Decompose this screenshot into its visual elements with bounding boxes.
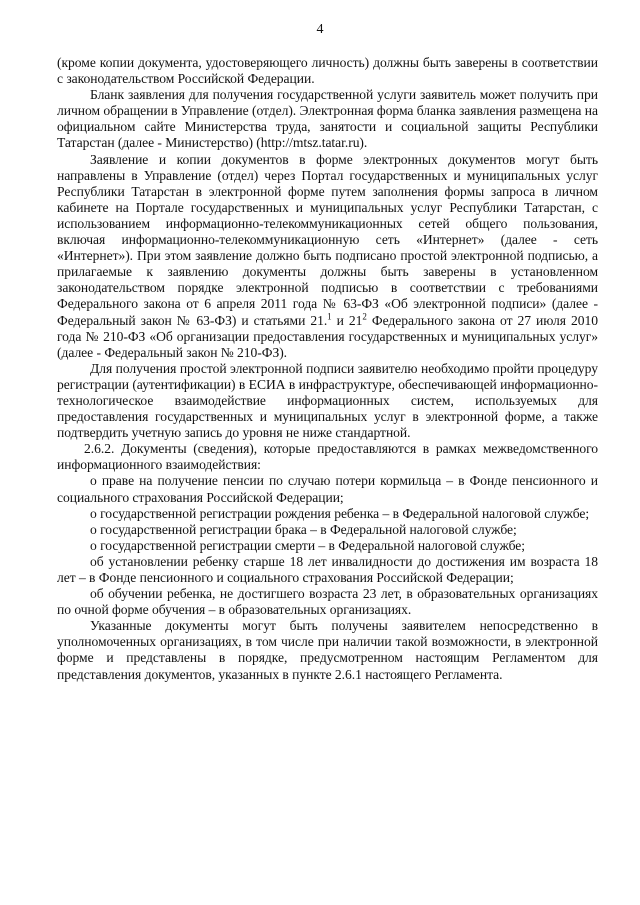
paragraph-text-part: Заявление и копии документов в форме электронных документов могут быть направлены в Управление (отдел) через Портал государственных и муниципальных услуг Республики Татарстан в электронной форме путем заполнения формы запроса в личном кабинете на Портале государственных и муниципальных услуг Республики Татарстан, с использованием информационно-телекоммуникационных сетей общего пользования, включая информационно-телекоммуникационную сеть «Интернет» (далее - сеть «Интернет»). При этом заявление должно быть подписано простой электронной подписью, а прилагаемые к заявлению документы должны быть заверены в установленном законодательством порядке электронной подписью в соответствии с требованиями Федерального закона от 6 апреля 2011 года № 63-ФЗ «Об электронной подписи» (далее - Федеральный закон № 63-ФЗ) и статьями 21. (57, 151, 598, 328)
paragraph-text-part: и 21 (331, 312, 363, 328)
list-item: о государственной регистрации смерти – в Федеральной налоговой службе; (90, 537, 526, 553)
list-item: о праве на получение пенсии по случаю потери кормильца – в Фонде пенсионного и социального страхования Российской Федерации; (57, 473, 598, 505)
list-item: о государственной регистрации брака – в Федеральной налоговой службе; (90, 521, 517, 537)
superscript-marker: 1 (327, 310, 332, 321)
paragraph-electronic-signature: Для получения простой электронной подписи заявителю необходимо пройти процедуру регистрации (аутентификации) в ЕСИА в инфраструктуре, обеспечивающей информационно-технологическое взаимодействие информационных систем, используемых для предоставления государственных и муниципальных услуг в электронной форме, а также подтвердить учетную запись до уровня не ниже стандартной. (57, 360, 598, 441)
list-item: об установлении ребенку старше 18 лет инвалидности до достижения им возраста 18 лет – в Фонде пенсионного и социального страхования Российской Федерации; (57, 553, 598, 585)
paragraph-electronic-submission (57, 152, 598, 361)
page-number: 4 (316, 22, 324, 37)
superscript-marker: 2 (362, 310, 367, 321)
paragraph-continuation: (кроме копии документа, удостоверяющего личность) должны быть заверены в соответствии с законодательством Российской Федерации. (57, 55, 598, 87)
list-item: о государственной регистрации рождения ребенка – в Федеральной налоговой службе; (90, 505, 590, 521)
clause-heading-2-6-2: 2.6.2. Документы (сведения), которые предоставляются в рамках межведомственного информационного взаимодействия: (57, 441, 598, 473)
list-item: об обучении ребенка, не достигшего возраста 23 лет, в образовательных организациях по очной форме обучения – в образовательных организациях. (57, 586, 598, 618)
document-body (57, 55, 598, 683)
paragraph-documents-submission: Указанные документы могут быть получены заявителем непосредственно в уполномоченных организациях, в том числе при наличии такой возможности, в электронной форме и представлены в порядке, предусмотренном настоящим Регламентом для представления документов, указанных в пункте 2.6.1 настоящего Регламента. (57, 618, 598, 682)
paragraph-text-part: Федерального закона от 27 июля 2010 года № 210-ФЗ «Об организации предоставления государственных и муниципальных услуг» (далее - Федеральный закон № 210-ФЗ). (57, 312, 598, 360)
paragraph-application-form: Бланк заявления для получения государственной услуги заявитель может получить при личном обращении в Управление (отдел). Электронная форма бланка заявления размещена на официальном сайте Министерства труда, занятости и социальной защиты Республики Татарстан (далее - Министерство) (http://mtsz.tatar.ru). (57, 87, 598, 151)
